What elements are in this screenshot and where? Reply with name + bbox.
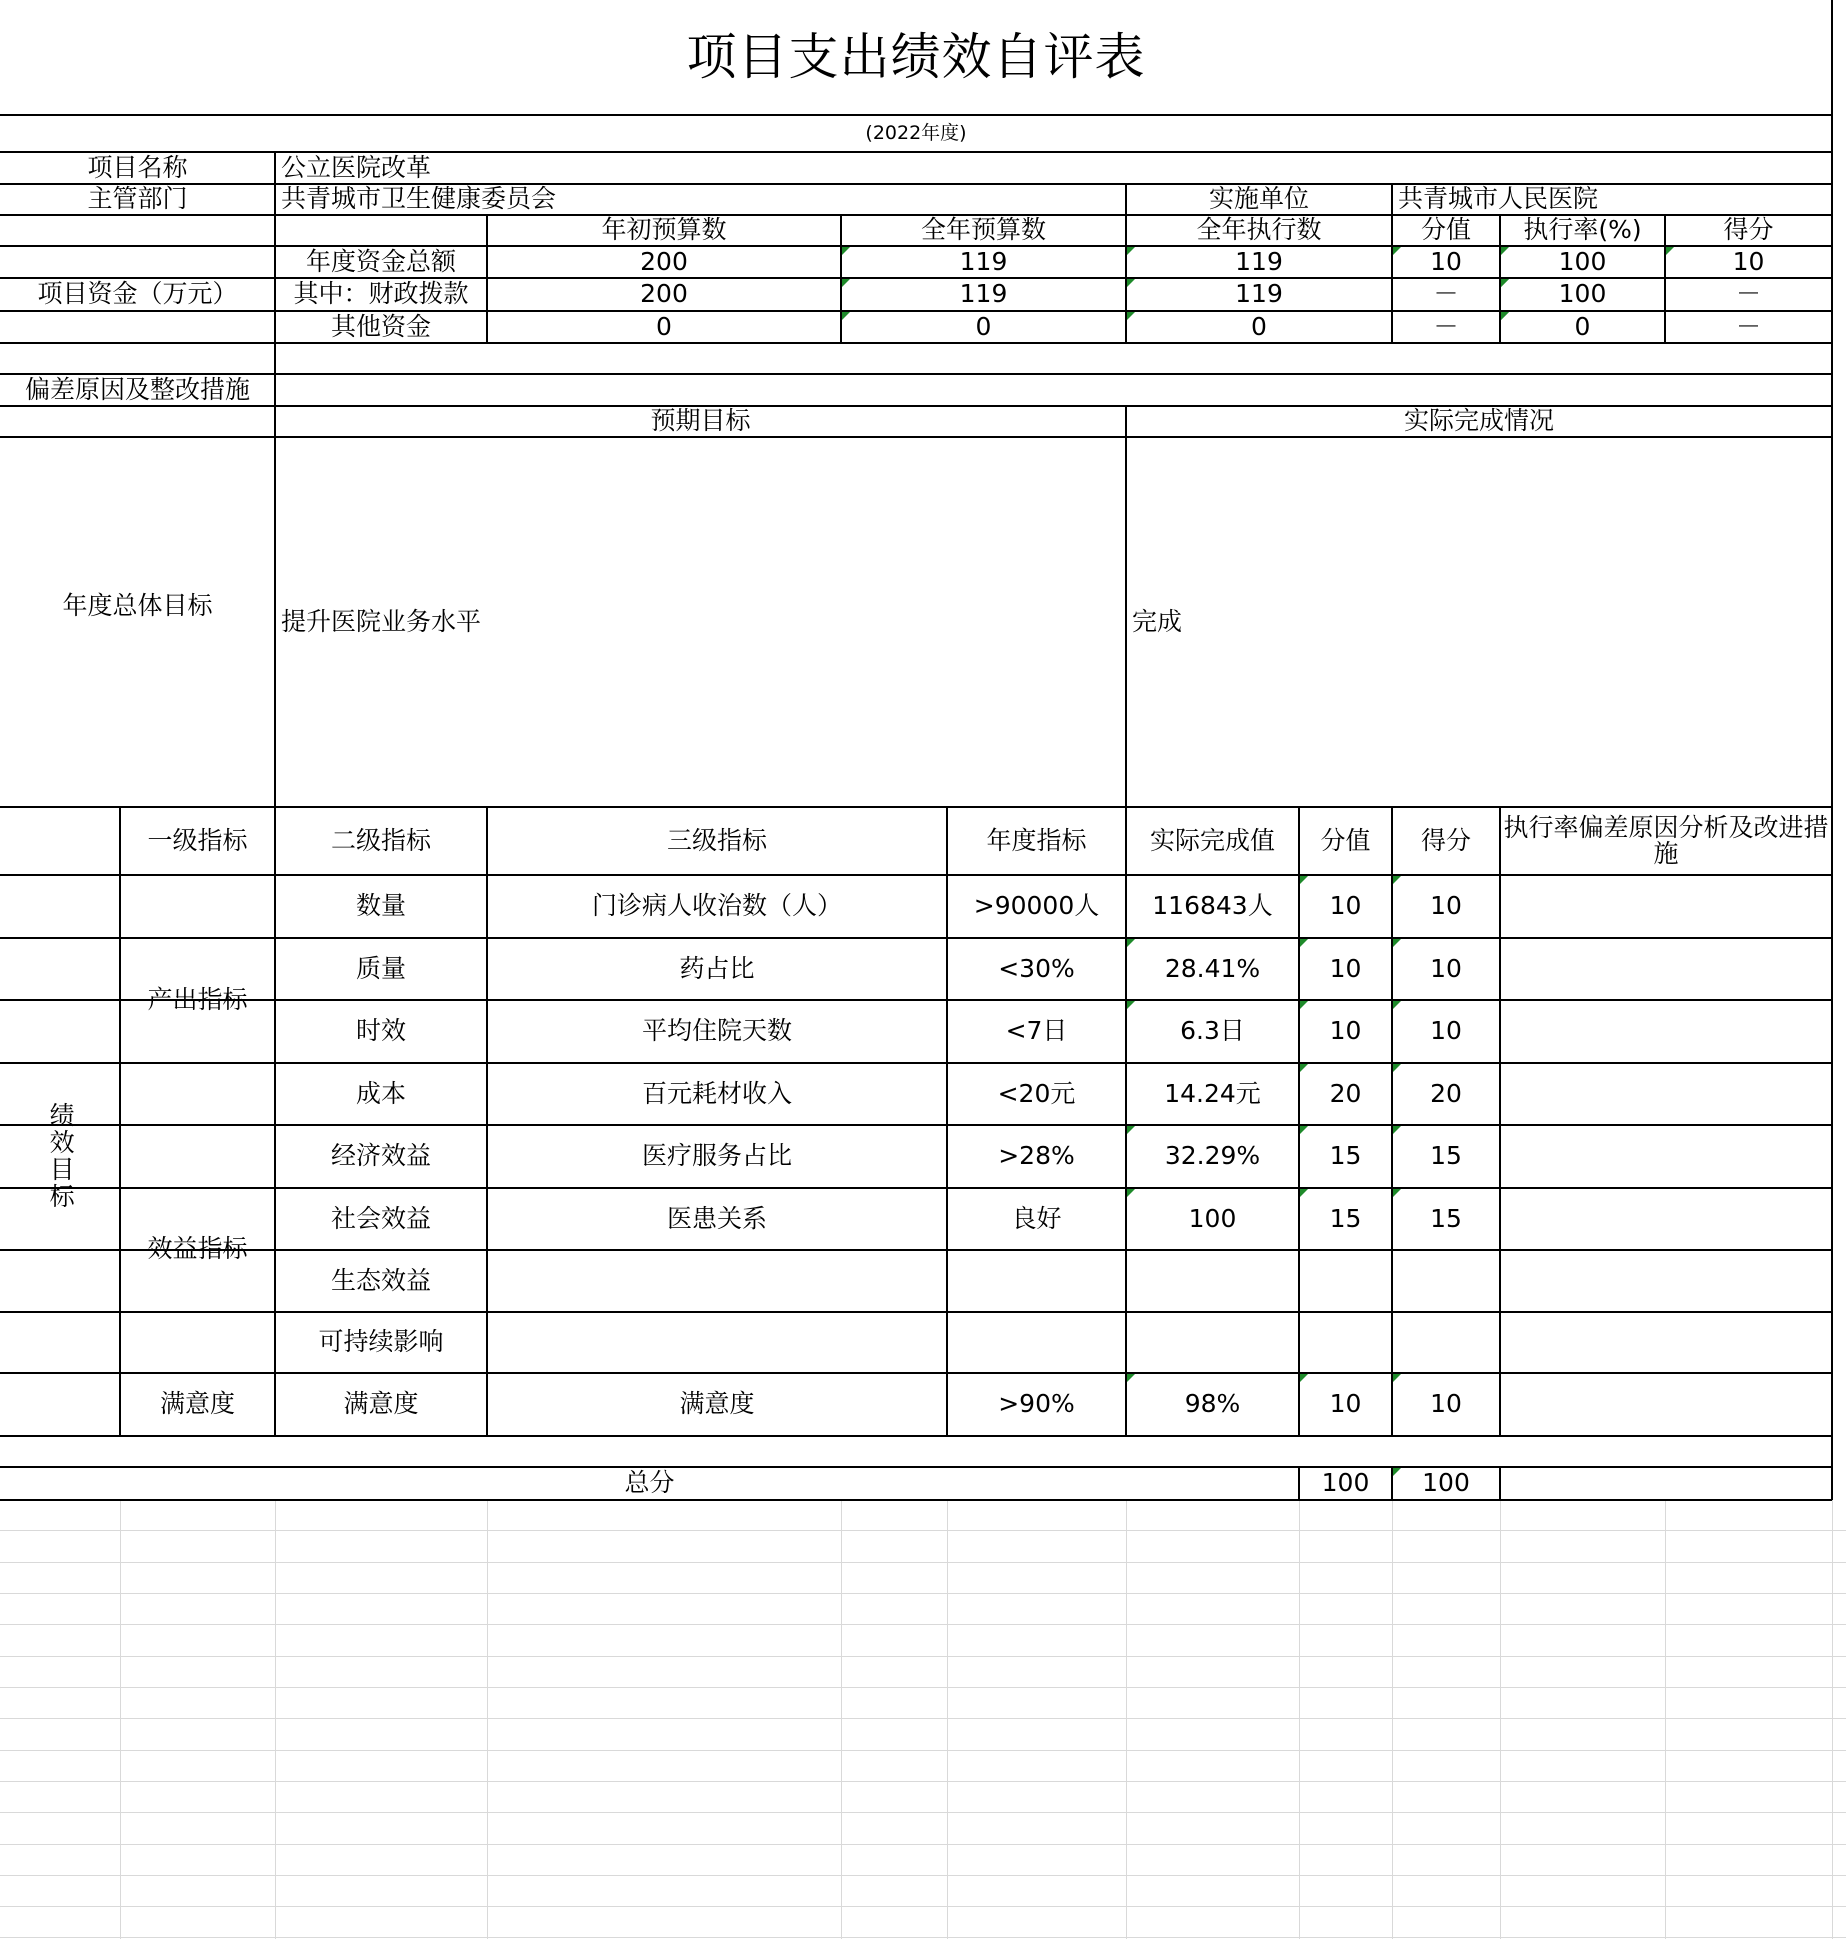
got-score[interactable]: 10 [1430, 953, 1462, 983]
annual-target[interactable]: <30% [998, 953, 1075, 983]
funds-row-label: 其他资金 [330, 311, 431, 341]
funds-cell[interactable]: 119 [1235, 279, 1283, 309]
deviation-analysis[interactable] [1500, 1312, 1832, 1373]
number-as-text-indicator-icon [1127, 1001, 1135, 1009]
funds-cell[interactable]: 0 [1251, 311, 1267, 341]
deviation-label: 偏差原因及整改措施 [24, 374, 250, 404]
funds-header: 执行率(%) [1523, 215, 1642, 245]
level1-output: 产出指标 [147, 984, 248, 1014]
deviation-analysis[interactable] [1500, 1250, 1832, 1312]
got-score[interactable] [1392, 1250, 1500, 1312]
level2-indicator: 成本 [355, 1078, 406, 1108]
actual-value[interactable]: 6.3日 [1180, 1016, 1245, 1046]
level2-indicator: 可持续影响 [318, 1327, 444, 1357]
funds-cell[interactable]: 119 [959, 246, 1008, 276]
grid-column-line [1126, 1500, 1127, 1939]
score-value[interactable]: 10 [1329, 1389, 1362, 1419]
annual-target[interactable]: >90000人 [973, 891, 1100, 921]
number-as-text-indicator-icon [842, 279, 850, 287]
indicator-header: 二级指标 [330, 825, 431, 855]
deviation-analysis[interactable] [1500, 1000, 1832, 1063]
number-as-text-indicator-icon [1300, 876, 1308, 884]
grid-row-line [0, 1875, 1846, 1876]
grid-row-line [0, 1781, 1846, 1782]
number-as-text-indicator-icon [1127, 1126, 1135, 1134]
total-score[interactable]: 100 [1321, 1468, 1370, 1498]
total-got[interactable]: 100 [1422, 1468, 1470, 1498]
actual-goal-header: 实际完成情况 [1403, 406, 1554, 436]
got-score[interactable]: 20 [1430, 1078, 1462, 1108]
indicator-header: 分值 [1320, 825, 1371, 855]
funds-cell[interactable]: 100 [1558, 246, 1607, 276]
level3-indicator[interactable]: 医患关系 [666, 1203, 767, 1233]
annual-target[interactable]: <7日 [1005, 1016, 1068, 1046]
level3-indicator[interactable]: 平均住院天数 [641, 1016, 792, 1046]
got-score[interactable]: 15 [1430, 1141, 1462, 1171]
funds-label: 项目资金（万元） [37, 279, 238, 309]
score-value[interactable]: 10 [1329, 1016, 1362, 1046]
funds-cell[interactable]: － [1433, 311, 1459, 341]
level1-satisfaction: 满意度 [159, 1389, 235, 1419]
expected-goal-value[interactable]: 提升医院业务水平 [281, 606, 482, 636]
score-value[interactable]: 15 [1329, 1141, 1362, 1171]
funds-cell[interactable]: 200 [640, 279, 688, 309]
indicator-header: 得分 [1420, 825, 1471, 855]
got-score[interactable]: 15 [1430, 1203, 1462, 1233]
level3-indicator[interactable]: 百元耗材收入 [641, 1078, 792, 1108]
grid-column-line [1392, 1500, 1393, 1939]
level3-indicator[interactable]: 满意度 [679, 1389, 755, 1419]
number-as-text-indicator-icon [1501, 279, 1509, 287]
number-as-text-indicator-icon [1393, 1001, 1401, 1009]
funds-cell[interactable]: － [1735, 279, 1761, 309]
number-as-text-indicator-icon [1300, 1374, 1308, 1382]
fiscal-year: (2022年度) [865, 121, 967, 144]
actual-value[interactable]: 98% [1184, 1389, 1241, 1419]
deviation-analysis[interactable] [1500, 1063, 1832, 1125]
number-as-text-indicator-icon [1393, 1189, 1401, 1197]
number-as-text-indicator-icon [1127, 279, 1135, 287]
grid-row-line [0, 1562, 1846, 1563]
grid-row-line [0, 1530, 1846, 1531]
level2-indicator: 时效 [355, 1016, 406, 1046]
score-value[interactable] [1299, 1312, 1392, 1373]
indicator-header: 一级指标 [147, 825, 248, 855]
got-score[interactable]: 10 [1430, 1389, 1462, 1419]
level2-indicator: 质量 [355, 953, 406, 983]
grid-row-line [0, 1844, 1846, 1845]
annual-target[interactable]: 良好 [1011, 1203, 1062, 1233]
annual-target[interactable] [947, 1312, 1126, 1373]
funds-cell[interactable]: － [1433, 279, 1459, 309]
grid-column-line [1665, 1500, 1666, 1939]
number-as-text-indicator-icon [1300, 1126, 1308, 1134]
funds-header: 年初预算数 [601, 215, 727, 245]
grid-column-line [1500, 1500, 1501, 1939]
number-as-text-indicator-icon [1127, 1374, 1135, 1382]
perf-goal-label: 绩效目标 [46, 1101, 76, 1210]
annual-goal-label: 年度总体目标 [62, 591, 213, 621]
actual-value[interactable]: 32.29% [1164, 1141, 1261, 1171]
actual-value[interactable]: 100 [1188, 1203, 1237, 1233]
annual-target[interactable]: >28% [998, 1141, 1075, 1171]
grid-column-line [487, 1500, 488, 1939]
number-as-text-indicator-icon [1666, 247, 1674, 255]
number-as-text-indicator-icon [1393, 1468, 1401, 1476]
actual-value[interactable]: 116843人 [1152, 891, 1273, 921]
funds-cell[interactable]: 200 [640, 246, 688, 276]
dept-label: 主管部门 [87, 184, 188, 214]
level1-benefit: 效益指标 [147, 1233, 248, 1263]
level2-indicator: 经济效益 [330, 1141, 431, 1171]
score-value[interactable]: 10 [1329, 891, 1362, 921]
funds-header: 得分 [1723, 215, 1774, 245]
expected-goal-header: 预期目标 [650, 406, 751, 436]
grid-row-line [0, 1750, 1846, 1751]
impl-unit-value: 共青城市人民医院 [1398, 184, 1599, 214]
funds-cell[interactable]: － [1735, 311, 1761, 341]
grid-row-line [0, 1624, 1846, 1625]
deviation-value[interactable] [275, 374, 1832, 406]
funds-cell[interactable]: 0 [975, 311, 992, 341]
deviation-analysis[interactable] [1500, 1373, 1832, 1436]
level2-indicator: 社会效益 [330, 1203, 431, 1233]
number-as-text-indicator-icon [842, 312, 850, 320]
got-score[interactable] [1392, 1312, 1500, 1373]
annual-target[interactable]: >90% [998, 1389, 1075, 1419]
level3-indicator[interactable] [487, 1250, 947, 1312]
got-score[interactable]: 10 [1430, 891, 1462, 921]
number-as-text-indicator-icon [1393, 939, 1401, 947]
grid-row-line [0, 1906, 1846, 1907]
grid-row-line [0, 1656, 1846, 1657]
grid-column-line [120, 1500, 121, 1939]
number-as-text-indicator-icon [1501, 312, 1509, 320]
score-value[interactable] [1299, 1250, 1392, 1312]
level3-indicator[interactable]: 门诊病人收治数（人） [591, 891, 842, 921]
level3-indicator[interactable]: 医疗服务占比 [641, 1141, 792, 1171]
number-as-text-indicator-icon [1393, 247, 1401, 255]
project-name-label: 项目名称 [87, 152, 188, 182]
number-as-text-indicator-icon [1393, 1126, 1401, 1134]
number-as-text-indicator-icon [1501, 247, 1509, 255]
funds-cell[interactable]: 119 [959, 279, 1008, 309]
actual-value[interactable]: 28.41% [1164, 953, 1261, 983]
grid-column-line [275, 1500, 276, 1939]
project-name-value: 公立医院改革 [281, 152, 432, 182]
grid-row-line [0, 1718, 1846, 1719]
grid-column-line [947, 1500, 948, 1939]
number-as-text-indicator-icon [1127, 939, 1135, 947]
funds-row-label: 年度资金总额 [305, 246, 456, 276]
funds-cell[interactable]: 100 [1558, 279, 1607, 309]
grid-row-line [0, 1687, 1846, 1688]
funds-header: 全年预算数 [920, 215, 1046, 245]
deviation-analysis[interactable] [1500, 875, 1832, 938]
funds-cell[interactable]: 119 [1235, 246, 1283, 276]
funds-cell[interactable]: 0 [1574, 311, 1591, 341]
funds-header: 全年执行数 [1196, 215, 1322, 245]
actual-value[interactable] [1126, 1312, 1299, 1373]
level2-indicator: 生态效益 [330, 1265, 431, 1295]
score-value[interactable]: 15 [1329, 1203, 1362, 1233]
funds-cell[interactable]: 10 [1732, 246, 1765, 276]
indicator-header: 年度指标 [986, 825, 1087, 855]
level3-indicator[interactable]: 药占比 [679, 953, 755, 983]
number-as-text-indicator-icon [1127, 312, 1135, 320]
actual-value[interactable]: 14.24元 [1164, 1078, 1261, 1108]
indicator-header: 执行率偏差原因分析及改进措施 [1503, 812, 1829, 868]
deviation-analysis[interactable] [1500, 938, 1832, 1000]
grid-row-line [0, 1812, 1846, 1813]
annual-target[interactable] [947, 1250, 1126, 1312]
actual-value[interactable] [1126, 1250, 1299, 1312]
indicator-header: 实际完成值 [1149, 825, 1275, 855]
deviation-analysis[interactable] [1500, 1125, 1832, 1188]
level2-indicator: 数量 [355, 891, 406, 921]
number-as-text-indicator-icon [1393, 1064, 1401, 1072]
number-as-text-indicator-icon [1300, 1001, 1308, 1009]
funds-row-label: 其中：财政拨款 [293, 279, 469, 309]
grid-column-line [1299, 1500, 1300, 1939]
funds-cell[interactable]: 0 [656, 311, 672, 341]
actual-goal-value[interactable]: 完成 [1132, 606, 1183, 636]
number-as-text-indicator-icon [1127, 1189, 1135, 1197]
number-as-text-indicator-icon [1300, 1064, 1308, 1072]
grid-column-line [841, 1500, 842, 1939]
got-score[interactable]: 10 [1430, 1016, 1462, 1046]
number-as-text-indicator-icon [1393, 876, 1401, 884]
number-as-text-indicator-icon [842, 247, 850, 255]
score-value[interactable]: 10 [1329, 953, 1362, 983]
indicator-header: 三级指标 [666, 825, 767, 855]
funds-cell[interactable]: 10 [1430, 246, 1462, 276]
number-as-text-indicator-icon [1300, 1189, 1308, 1197]
dept-value: 共青城市卫生健康委员会 [281, 184, 557, 214]
page-title: 项目支出绩效自评表 [686, 28, 1146, 87]
grid-column-line [1832, 1500, 1833, 1939]
score-value[interactable]: 20 [1329, 1078, 1362, 1108]
grid-row-line [0, 1593, 1846, 1594]
deviation-analysis[interactable] [1500, 1188, 1832, 1250]
annual-target[interactable]: <20元 [997, 1078, 1076, 1108]
number-as-text-indicator-icon [1393, 1374, 1401, 1382]
number-as-text-indicator-icon [1127, 247, 1135, 255]
level2-indicator: 满意度 [343, 1389, 419, 1419]
number-as-text-indicator-icon [1300, 939, 1308, 947]
grid-row-line [0, 1937, 1846, 1938]
level3-indicator[interactable] [487, 1312, 947, 1373]
impl-unit-label: 实施单位 [1208, 184, 1309, 214]
funds-header: 分值 [1420, 215, 1471, 245]
total-label: 总分 [624, 1468, 675, 1498]
